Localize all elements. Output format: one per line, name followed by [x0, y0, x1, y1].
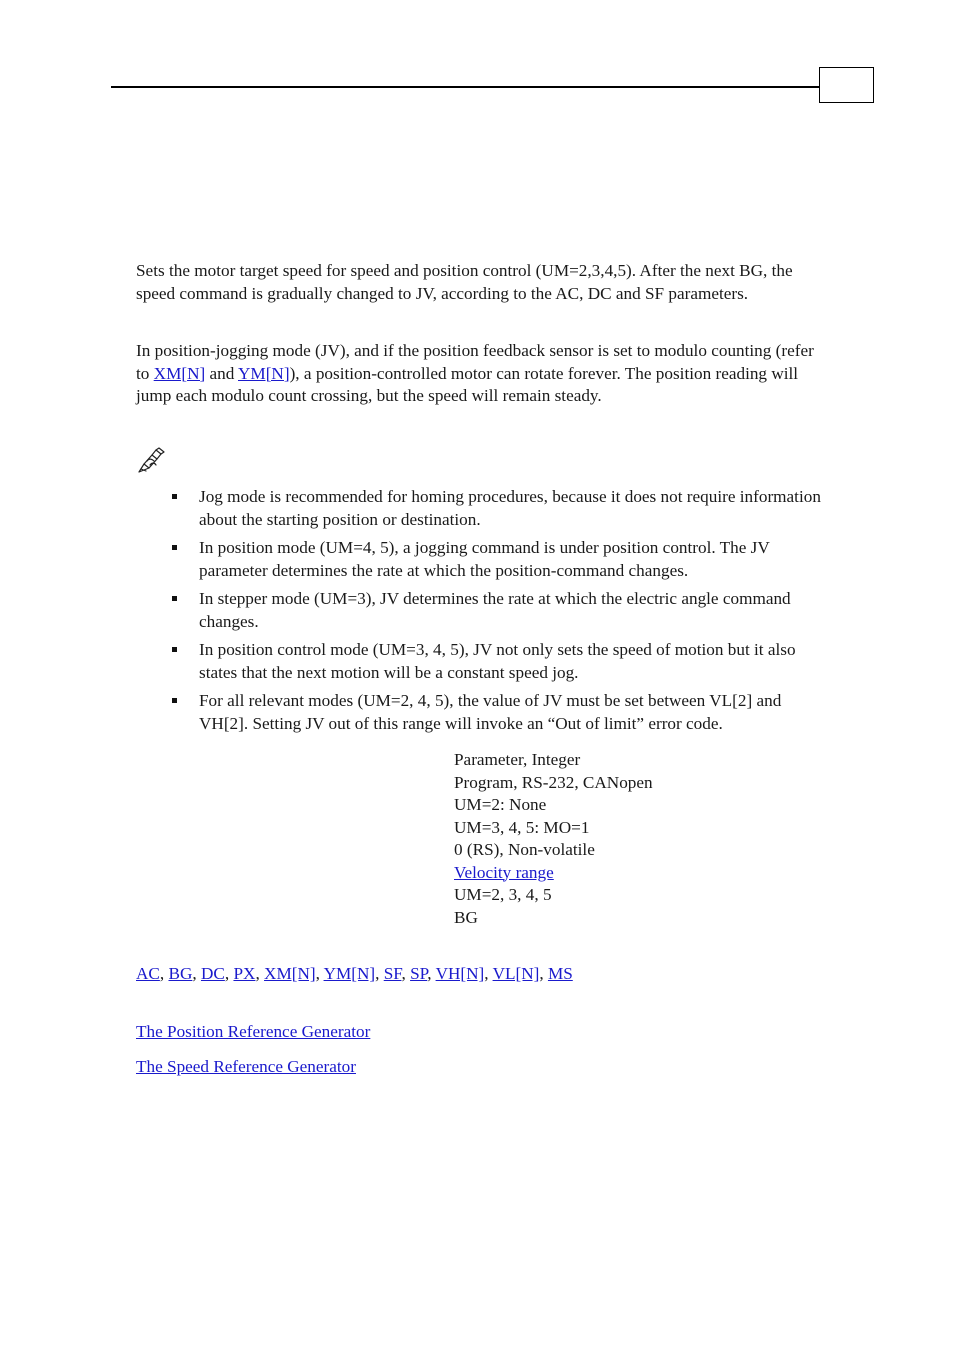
intro-paragraph: Sets the motor target speed for speed and position control (UM=2,3,4,5). After the next BG, the speed command is gradually changed to JV, according to the AC, DC and SF parameters.	[136, 261, 793, 303]
attr-modes: UM=2, 3, 4, 5	[454, 885, 552, 904]
page-number-box	[819, 67, 874, 103]
separator: ,	[224, 964, 234, 983]
attr-activation: BG	[454, 907, 478, 927]
link-ac[interactable]: AC	[136, 964, 160, 983]
link-xm[interactable]: XM[N]	[153, 363, 206, 383]
attr-restriction-1: UM=2: None	[454, 795, 547, 814]
separator: ,	[539, 964, 548, 983]
note-text: In position mode (UM=4, 5), a jogging command is under position control. The JV parameter determines the rate at which the position-command changes.	[199, 538, 770, 580]
note-item	[170, 639, 830, 684]
link-ym-n[interactable]: YM[N]	[323, 964, 376, 983]
note-item	[170, 537, 830, 582]
separator: ,	[192, 964, 201, 983]
note-item	[170, 690, 830, 735]
link-bg[interactable]: BG	[168, 964, 193, 983]
jog-text-before: In position-jogging mode (JV), and if the position feedback sensor is set to modulo counting (refer to	[136, 341, 814, 383]
attr-default: 0 (RS), Non-volatile	[454, 840, 595, 859]
separator: ,	[315, 964, 324, 983]
link-ym[interactable]: YM[N]	[238, 363, 290, 383]
notes-list	[170, 486, 830, 735]
bullet-square-icon	[172, 545, 177, 550]
separator: ,	[484, 964, 493, 983]
link-position-reference-generator[interactable]: The Position Reference Generator	[136, 1022, 371, 1041]
reference-item	[136, 1056, 356, 1079]
header-rule	[111, 86, 820, 88]
link-vh-n[interactable]: VH[N]	[435, 964, 485, 983]
separator: ,	[401, 964, 411, 983]
link-speed-reference-generator[interactable]: The Speed Reference Generator	[136, 1057, 356, 1076]
link-sp[interactable]: SP	[410, 964, 428, 983]
attr-source: Program, RS-232, CANopen	[454, 772, 653, 792]
attr-range	[454, 862, 834, 885]
attributes-values	[454, 749, 834, 929]
bullet-square-icon	[172, 647, 177, 652]
link-vl-n[interactable]: VL[N]	[492, 964, 540, 983]
jog-text-after: ), a position-controlled motor can rotate forever. The position reading will jump each modulo count crossing, but the speed will remain steady.	[136, 363, 799, 405]
link-ms[interactable]: MS	[547, 964, 573, 983]
link-dc[interactable]: DC	[200, 964, 225, 983]
note-item	[170, 588, 830, 633]
note-item	[170, 486, 830, 531]
separator: ,	[375, 964, 384, 983]
bullet-square-icon	[172, 494, 177, 499]
jog-text-mid: and	[205, 363, 239, 383]
link-velocity-range[interactable]: Velocity range	[454, 862, 554, 882]
attr-type: Parameter, Integer	[454, 750, 581, 769]
note-text: Jog mode is recommended for homing procedures, because it does not require information about the starting position or destination.	[199, 487, 821, 529]
link-xm-n[interactable]: XM[N]	[264, 964, 316, 983]
note-hand-pen-icon	[137, 447, 167, 475]
see-also-links	[136, 963, 836, 986]
separator: ,	[255, 964, 265, 983]
attr-restriction-2: UM=3, 4, 5: MO=1	[454, 817, 590, 837]
note-text: In stepper mode (UM=3), JV determines the rate at which the electric angle command changes.	[199, 589, 791, 631]
separator: ,	[427, 964, 436, 983]
jog-paragraph	[136, 340, 816, 408]
note-text: For all relevant modes (UM=2, 4, 5), the value of JV must be set between VL[2] and VH[2]. Setting JV out of this range will invoke an “Out of limit” error code.	[199, 691, 782, 733]
note-text: In position control mode (UM=3, 4, 5), JV not only sets the speed of motion but it also states that the next motion will be a constant speed jog.	[199, 640, 796, 682]
link-px[interactable]: PX	[233, 964, 256, 983]
reference-item	[136, 1021, 370, 1044]
link-sf[interactable]: SF	[383, 964, 402, 983]
separator: ,	[159, 964, 169, 983]
bullet-square-icon	[172, 596, 177, 601]
bullet-square-icon	[172, 698, 177, 703]
